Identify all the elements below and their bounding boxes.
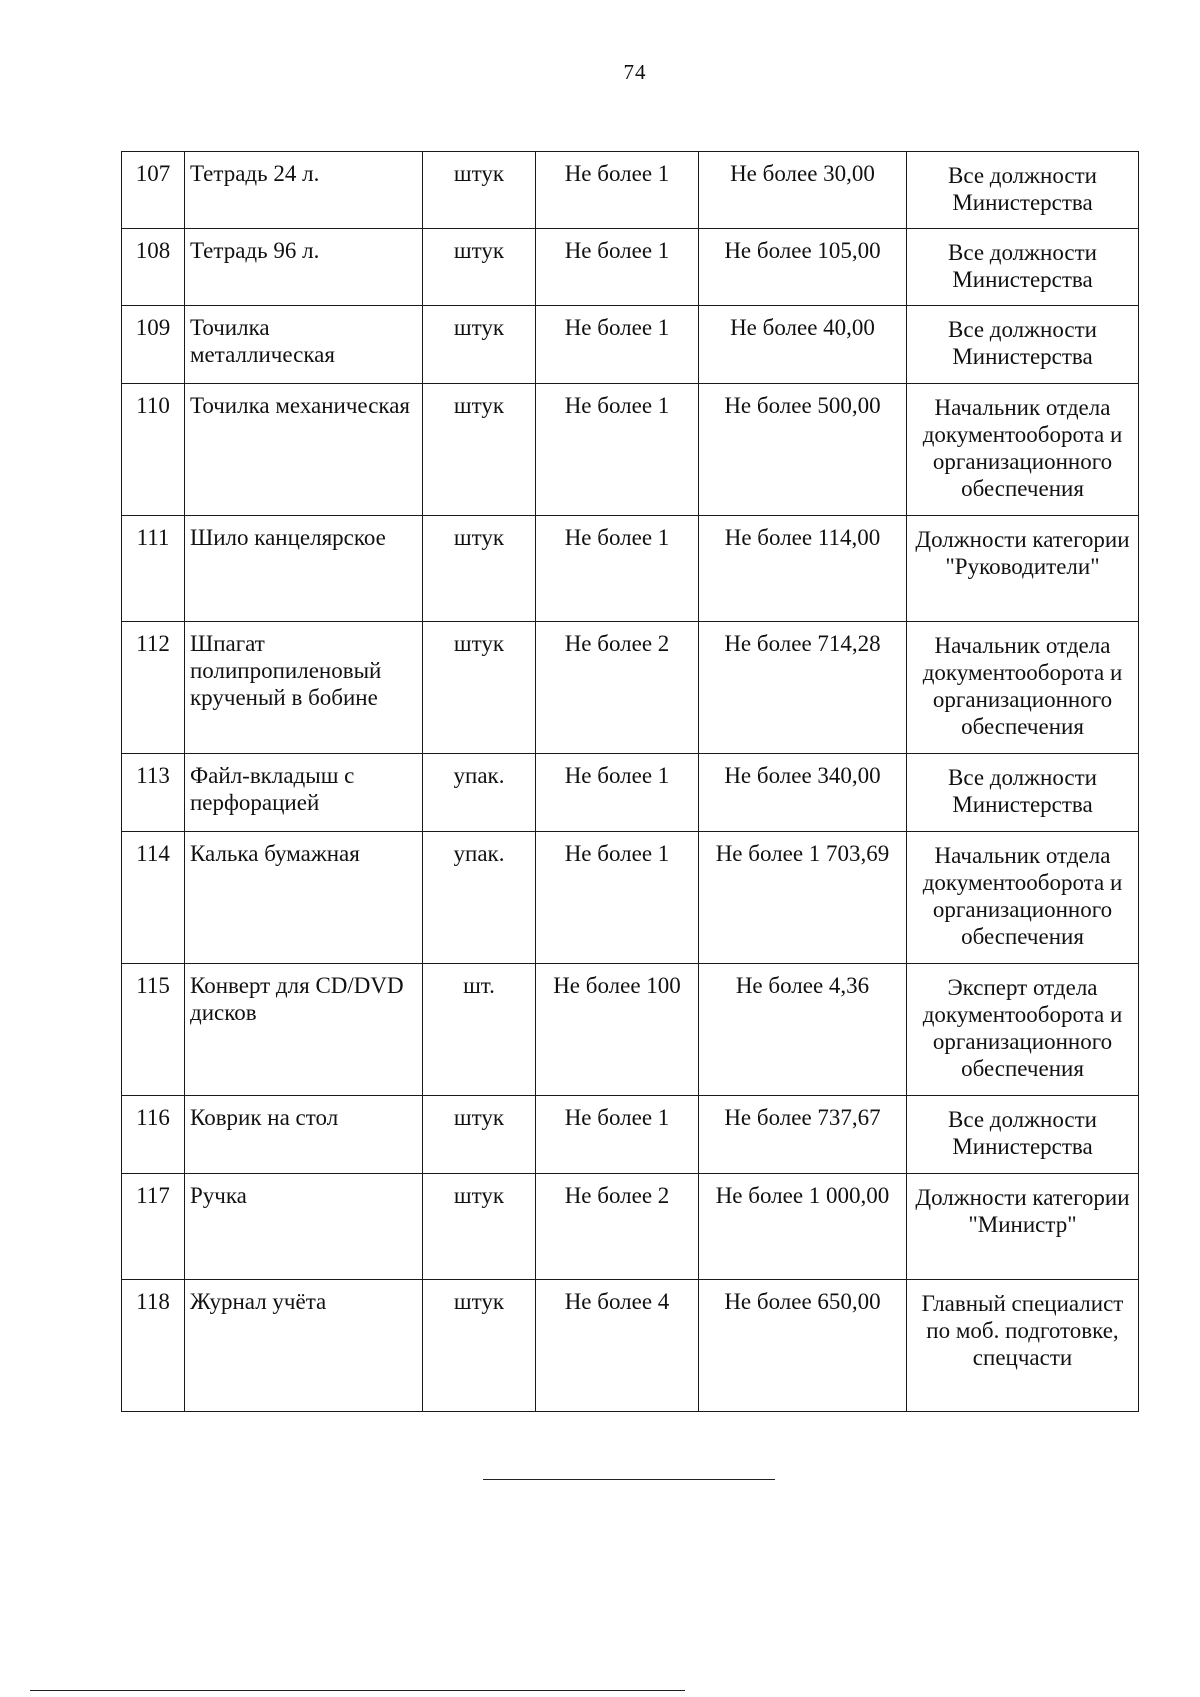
table-row — [122, 229, 1139, 306]
item-unit: шт. — [423, 964, 536, 1096]
item-unit: упак. — [423, 754, 536, 832]
item-unit: штук — [423, 229, 536, 306]
item-price: Не более 1 703,69 — [699, 832, 907, 964]
item-name: Шпагат полипропиленовый крученый в бобине — [185, 622, 423, 754]
item-name: Шило канцелярское — [185, 516, 423, 622]
closing-divider — [483, 1479, 775, 1480]
item-quantity: Не более 1 — [536, 516, 699, 622]
item-position: Начальник отдела документооборота и организационного обеспечения — [907, 384, 1139, 516]
item-name: Конверт для CD/DVD дисков — [185, 964, 423, 1096]
item-unit: штук — [423, 1280, 536, 1412]
table-row — [122, 384, 1139, 516]
table-row — [122, 516, 1139, 622]
row-number: 117 — [122, 1174, 185, 1280]
item-quantity: Не более 1 — [536, 306, 699, 384]
item-price: Не более 4,36 — [699, 964, 907, 1096]
item-unit: штук — [423, 1174, 536, 1280]
item-quantity: Не более 1 — [536, 229, 699, 306]
row-number: 112 — [122, 622, 185, 754]
row-number: 116 — [122, 1096, 185, 1174]
item-name: Тетрадь 96 л. — [185, 229, 423, 306]
item-unit: штук — [423, 384, 536, 516]
item-position: Все должности Министерства — [907, 1096, 1139, 1174]
item-position: Все должности Министерства — [907, 754, 1139, 832]
item-quantity: Не более 1 — [536, 754, 699, 832]
item-unit: штук — [423, 622, 536, 754]
item-price: Не более 737,67 — [699, 1096, 907, 1174]
table-row — [122, 1174, 1139, 1280]
item-name: Журнал учёта — [185, 1280, 423, 1412]
row-number: 107 — [122, 152, 185, 229]
item-position: Все должности Министерства — [907, 229, 1139, 306]
item-name: Калька бумажная — [185, 832, 423, 964]
item-position: Все должности Министерства — [907, 306, 1139, 384]
item-price: Не более 500,00 — [699, 384, 907, 516]
item-position: Начальник отдела документооборота и организационного обеспечения — [907, 832, 1139, 964]
item-name: Файл-вкладыш с перфорацией — [185, 754, 423, 832]
table-row — [122, 832, 1139, 964]
item-name: Тетрадь 24 л. — [185, 152, 423, 229]
item-quantity: Не более 4 — [536, 1280, 699, 1412]
item-price: Не более 650,00 — [699, 1280, 907, 1412]
item-quantity: Не более 2 — [536, 1174, 699, 1280]
row-number: 115 — [122, 964, 185, 1096]
item-price: Не более 1 000,00 — [699, 1174, 907, 1280]
item-position: Должности категории "Министр" — [907, 1174, 1139, 1280]
row-number: 110 — [122, 384, 185, 516]
supplies-table — [121, 151, 1139, 1412]
table-row — [122, 964, 1139, 1096]
item-unit: штук — [423, 152, 536, 229]
item-position: Все должности Министерства — [907, 152, 1139, 229]
item-price: Не более 714,28 — [699, 622, 907, 754]
item-name: Точилка металлическая — [185, 306, 423, 384]
item-unit: штук — [423, 306, 536, 384]
item-quantity: Не более 2 — [536, 622, 699, 754]
item-name: Точилка механическая — [185, 384, 423, 516]
row-number: 108 — [122, 229, 185, 306]
row-number: 111 — [122, 516, 185, 622]
page-number: 74 — [623, 60, 647, 84]
table-row — [122, 152, 1139, 229]
item-price: Не более 40,00 — [699, 306, 907, 384]
item-quantity: Не более 1 — [536, 1096, 699, 1174]
item-position: Должности категории "Руководители" — [907, 516, 1139, 622]
item-unit: упак. — [423, 832, 536, 964]
item-position: Начальник отдела документооборота и организационного обеспечения — [907, 622, 1139, 754]
item-quantity: Не более 100 — [536, 964, 699, 1096]
item-position: Эксперт отдела документооборота и организационного обеспечения — [907, 964, 1139, 1096]
table-row — [122, 1096, 1139, 1174]
row-number: 113 — [122, 754, 185, 832]
item-name: Коврик на стол — [185, 1096, 423, 1174]
item-quantity: Не более 1 — [536, 832, 699, 964]
table-row — [122, 1280, 1139, 1412]
item-price: Не более 114,00 — [699, 516, 907, 622]
row-number: 118 — [122, 1280, 185, 1412]
item-quantity: Не более 1 — [536, 384, 699, 516]
item-unit: штук — [423, 1096, 536, 1174]
item-price: Не более 340,00 — [699, 754, 907, 832]
row-number: 114 — [122, 832, 185, 964]
item-price: Не более 30,00 — [699, 152, 907, 229]
table-row — [122, 754, 1139, 832]
item-unit: штук — [423, 516, 536, 622]
item-quantity: Не более 1 — [536, 152, 699, 229]
table-row — [122, 306, 1139, 384]
item-position: Главный специалист по моб. подготовке, спецчасти — [907, 1280, 1139, 1412]
item-name: Ручка — [185, 1174, 423, 1280]
row-number: 109 — [122, 306, 185, 384]
footer-divider — [30, 1690, 685, 1691]
table-row — [122, 622, 1139, 754]
item-price: Не более 105,00 — [699, 229, 907, 306]
